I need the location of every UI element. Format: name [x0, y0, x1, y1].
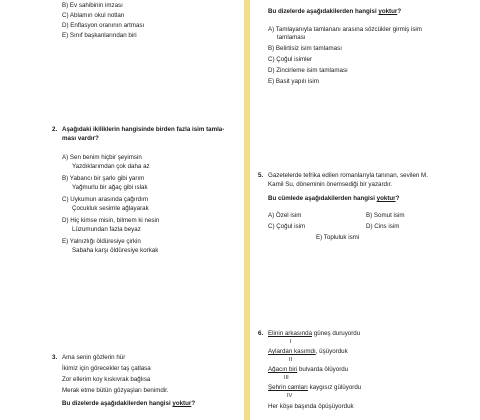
q2-question-line1: Aşağıdaki ikiliklerin hangisinde birden fazla isim tamla-	[62, 126, 225, 133]
q2-option-a-line2: Yazdıklarımdan çok daha az	[72, 163, 150, 170]
q4-option-b[interactable]: B) Belirtisiz isim tamlaması	[268, 45, 342, 52]
q5-text-line1: Gazetelerde tefrika edilen romanlarıyla tanınan, sevilen M.	[268, 172, 428, 179]
q4-option-d[interactable]: D) Zincirleme isim tamlaması	[268, 67, 348, 74]
q6-line3: Ağacın biri bulvarda ölüyordu	[268, 366, 349, 373]
q4-option-c[interactable]: C) Çoğul isimler	[268, 56, 313, 63]
q5-option-b[interactable]: B) Somut isim	[366, 212, 405, 219]
q5-text-line2: Kamil Su, döneminin önemsediği bir yazardır.	[268, 181, 393, 188]
q2-option-e-line2: Sabaha karşı öldüresiye korkak	[72, 247, 159, 254]
q5-number: 5.	[258, 172, 264, 179]
q5-question: Bu cümlede aşağıdakilerden hangisi yoktur?	[268, 195, 400, 202]
q5-option-a[interactable]: A) Özel isim	[268, 212, 302, 219]
q3-poem-line1: Ama senin gözlerin hür	[62, 354, 126, 361]
q3-poem-line3: Zor ellerim koy kıskıvrak bağlısa	[62, 376, 151, 383]
q3-number: 3.	[52, 354, 58, 361]
q6-line5: Her köşe başında öpüşüyorduk	[268, 403, 354, 410]
column-divider	[244, 0, 250, 420]
q2-option-b[interactable]: B) Yabancı bir şarkı gibi yarım	[62, 175, 145, 182]
q1-option-c[interactable]: C) Ablamın okul notları	[62, 12, 125, 19]
q5-option-e[interactable]: E) Topluluk ismi	[316, 234, 360, 241]
q4-option-a-line2: tamlaması	[277, 34, 306, 41]
q4-option-e[interactable]: E) Basit yapılı isim	[268, 78, 319, 85]
q2-option-c[interactable]: C) Uykumun arasında çağırdım	[62, 196, 148, 203]
q1-option-b[interactable]: B) Ev sahibinin imzası	[62, 2, 123, 9]
q6-roman-2: II	[289, 357, 293, 363]
q1-option-d[interactable]: D) Enflasyon oranının artması	[62, 22, 145, 29]
q6-roman-4: IV	[287, 393, 293, 399]
q2-option-e[interactable]: E) Yalnızlığı öldüresiye çirkin	[62, 238, 141, 245]
q5-option-d[interactable]: D) Cins isim	[366, 223, 400, 230]
q4-question: Bu dizelerde aşağıdakilerden hangisi yoktur?	[268, 8, 402, 15]
q4-option-a[interactable]: A) Tamlayanıyla tamlananı arasına sözcükler girmiş isim	[268, 26, 422, 33]
q3-poem-line4: Merak etme bütün gözyaşları benimdir.	[62, 387, 169, 394]
q2-option-a[interactable]: A) Sen benim hiçbir şeyimsin	[62, 154, 142, 161]
q2-option-b-line2: Yağmurlu bir ağaç gibi ıslak	[72, 184, 148, 191]
q6-roman-3: III	[284, 375, 289, 381]
q6-number: 6.	[258, 330, 264, 337]
q3-question: Bu dizelerde aşağıdakilerden hangisi yoktur?	[62, 400, 196, 407]
q2-option-c-line2: Çocukluk sesimle ağlayarak	[72, 205, 149, 212]
q6-line4: Şehrin camları kaygısız gülüyordu	[268, 384, 362, 391]
q2-number: 2.	[52, 126, 58, 133]
q2-option-d-line2: Lüzumundan fazla beyaz	[72, 226, 141, 233]
q2-option-d[interactable]: D) Hiç kimse misin, bilmem ki nesin	[62, 217, 160, 224]
q1-option-e[interactable]: E) Sınıf başkanlarından biri	[62, 32, 137, 39]
q3-poem-line2: İkimiz için görecekler taş çatlasa	[62, 365, 151, 372]
q6-line1: Elinin arkasında güneş duruyordu	[268, 330, 361, 337]
q5-option-c[interactable]: C) Çoğul isim	[268, 223, 306, 230]
q6-line2: Aylardan kasımdı, üşüyorduk	[268, 348, 348, 355]
q6-roman-1: I	[290, 339, 292, 345]
q2-question-line2: ması vardır?	[62, 135, 99, 142]
